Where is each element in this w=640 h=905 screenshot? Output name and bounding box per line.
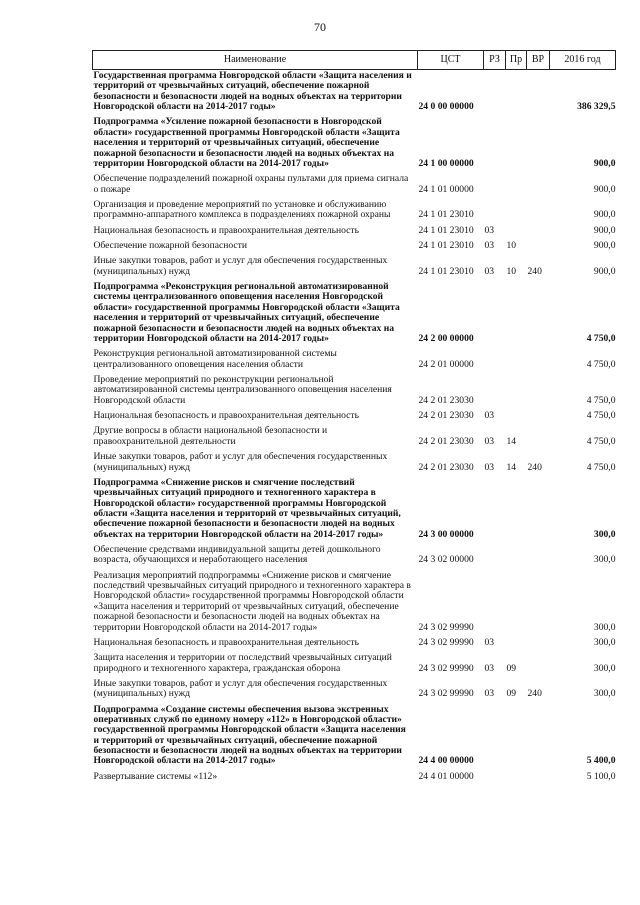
cell-cst: 24 3 02 99990 bbox=[418, 636, 474, 648]
cell-vr bbox=[527, 542, 550, 568]
cell-rz: 03 bbox=[484, 224, 495, 236]
column-header-cst: ЦСТ bbox=[418, 51, 484, 70]
cell-vr bbox=[527, 197, 550, 223]
cell-name: Национальная безопасность и правоохранительная деятельность bbox=[93, 636, 359, 648]
cell-name: Подпрограмма «Снижение рисков и смягчение последствий чрезвычайных ситуаций природного и техногенного характера в Новгородской области» государственной программы Новгородской области «Защита населения и территорий от чрезвычайных ситуаций, обеспечение пожарной безопасности и безопасности людей на водных объектах на территории Новгородской области на 2014-2017 годы» bbox=[93, 476, 401, 540]
cell-rz bbox=[484, 769, 506, 784]
table-row-program bbox=[93, 279, 616, 346]
cell-cst: 24 3 00 00000 bbox=[418, 528, 474, 540]
cell-rz bbox=[484, 197, 506, 223]
table-row bbox=[93, 346, 616, 372]
table-row bbox=[93, 171, 616, 197]
cell-name: Проведение мероприятий по реконструкции региональной автоматизированной системы централизованного оповещения населения Новгородской области bbox=[93, 373, 392, 406]
cell-pr bbox=[506, 171, 527, 197]
cell-rz bbox=[484, 70, 506, 115]
table-row-program bbox=[93, 475, 616, 542]
cell-rz: 03 bbox=[484, 240, 495, 252]
cell-pr bbox=[506, 568, 527, 635]
column-header-name: Наименование bbox=[93, 51, 418, 70]
cell-sum: 300,0 bbox=[593, 621, 616, 633]
table-row bbox=[93, 408, 616, 423]
cell-cst: 24 3 02 99990 bbox=[418, 621, 474, 633]
cell-sum: 300,0 bbox=[593, 554, 616, 566]
cell-cst: 24 1 01 23010 bbox=[418, 265, 474, 277]
cell-pr: 14 bbox=[506, 461, 517, 473]
table-row bbox=[93, 542, 616, 568]
cell-vr bbox=[527, 423, 550, 449]
cell-sum: 4 750,0 bbox=[586, 435, 616, 447]
cell-cst: 24 4 01 00000 bbox=[418, 770, 474, 782]
cell-name: Реконструкция региональной автоматизированной системы централизованного оповещения населения области bbox=[93, 348, 337, 370]
table-row bbox=[93, 769, 616, 784]
cell-sum: 386 329,5 bbox=[577, 101, 616, 113]
cell-cst: 24 3 02 99990 bbox=[418, 662, 474, 674]
budget-table bbox=[92, 50, 616, 784]
table-body bbox=[93, 70, 616, 785]
cell-name: Другие вопросы в области национальной безопасности и правоохранительной деятельности bbox=[93, 425, 328, 447]
cell-name: Иные закупки товаров, работ и услуг для обеспечения государственных (муниципальных) нужд bbox=[93, 255, 388, 277]
table-row bbox=[93, 568, 616, 635]
cell-vr: 240 bbox=[527, 461, 542, 473]
cell-pr bbox=[506, 70, 527, 115]
table-row bbox=[93, 635, 616, 650]
cell-rz bbox=[484, 702, 506, 769]
cell-sum: 4 750,0 bbox=[586, 461, 616, 473]
cell-rz: 03 bbox=[484, 265, 495, 277]
cell-sum: 900,0 bbox=[593, 183, 616, 195]
cell-vr bbox=[527, 279, 550, 346]
table-row bbox=[93, 238, 616, 253]
cell-rz bbox=[484, 346, 506, 372]
cell-sum: 5 100,0 bbox=[586, 770, 616, 782]
cell-vr: 240 bbox=[527, 688, 542, 700]
cell-pr bbox=[506, 542, 527, 568]
cell-pr bbox=[506, 702, 527, 769]
cell-name: Реализация мероприятий подпрограммы «Снижение рисков и смягчение последствий чрезвычайных ситуаций природного и техногенного характера в Новгородской области» государственной программы Новгородской области «Защита населения и территорий от чрезвычайных ситуаций, обеспечение пожарной безопасности и безопасности людей на водных объектах на территории Новгородской области на 2014-2017 годы» bbox=[93, 569, 411, 633]
cell-cst: 24 1 00 00000 bbox=[418, 157, 474, 169]
cell-cst: 24 1 01 23010 bbox=[418, 209, 474, 221]
cell-pr bbox=[506, 197, 527, 223]
cell-vr bbox=[527, 769, 550, 784]
cell-vr bbox=[527, 650, 550, 676]
cell-cst: 24 1 01 23010 bbox=[418, 224, 474, 236]
column-header-rz: РЗ bbox=[484, 51, 506, 70]
cell-name: Развертывание системы «112» bbox=[93, 770, 218, 782]
cell-vr bbox=[527, 568, 550, 635]
cell-pr bbox=[506, 475, 527, 542]
cell-vr bbox=[527, 70, 550, 115]
cell-name: Государственная программа Новгородской области «Защита населения и территорий от чрезвычайных ситуаций, обеспечение пожарной безопасности и безопасности людей на водных объектах на территории Новгородской области на 2014-2017 годы» bbox=[93, 70, 412, 113]
column-header-pr: Пр bbox=[506, 51, 527, 70]
cell-rz: 03 bbox=[484, 688, 495, 700]
cell-name: Подпрограмма «Создание системы обеспечения вызова экстренных оперативных служб по единому номеру «112» в Новгородской области» государственной программы Новгородской области «Защита населения и территорий от чрезвычайных ситуаций, обеспечение пожарной безопасности и безопасности людей на водных объектах на территории Новгородской области на 2014-2017 годы» bbox=[93, 703, 406, 767]
cell-name: Обеспечение пожарной безопасности bbox=[93, 240, 248, 252]
cell-pr bbox=[506, 223, 527, 238]
cell-pr: 10 bbox=[506, 265, 517, 277]
cell-vr bbox=[527, 223, 550, 238]
cell-sum: 900,0 bbox=[593, 240, 616, 252]
cell-cst: 24 1 01 23010 bbox=[418, 240, 474, 252]
cell-name: Национальная безопасность и правоохранительная деятельность bbox=[93, 410, 359, 422]
cell-sum: 300,0 bbox=[593, 688, 616, 700]
cell-rz bbox=[484, 171, 506, 197]
cell-sum: 300,0 bbox=[593, 662, 616, 674]
cell-rz: 03 bbox=[484, 662, 495, 674]
cell-vr bbox=[527, 408, 550, 423]
cell-pr bbox=[506, 408, 527, 423]
cell-sum: 4 750,0 bbox=[586, 410, 616, 422]
table-row bbox=[93, 423, 616, 449]
table-row-program bbox=[93, 114, 616, 171]
table-row bbox=[93, 223, 616, 238]
cell-name: Обеспечение средствами индивидуальной защиты детей дошкольного возраста, обучающихся и неработающего населения bbox=[93, 544, 381, 566]
cell-vr bbox=[527, 702, 550, 769]
cell-pr: 09 bbox=[506, 662, 517, 674]
cell-name: Обеспечение подразделений пожарной охраны пультами для приема сигнала о пожаре bbox=[93, 173, 409, 195]
cell-vr bbox=[527, 475, 550, 542]
cell-cst: 24 2 00 00000 bbox=[418, 332, 474, 344]
cell-pr: 10 bbox=[506, 240, 517, 252]
cell-vr: 240 bbox=[527, 265, 542, 277]
page-number: 70 bbox=[314, 20, 326, 34]
cell-pr: 09 bbox=[506, 688, 517, 700]
cell-cst: 24 2 01 23030 bbox=[418, 435, 474, 447]
cell-name: Организация и проведение мероприятий по установке и обслуживанию программно-аппаратного комплекса в подразделениях пожарной охраны bbox=[93, 198, 391, 221]
cell-cst: 24 3 02 00000 bbox=[418, 554, 474, 566]
table-row bbox=[93, 650, 616, 676]
cell-vr bbox=[527, 635, 550, 650]
cell-sum: 900,0 bbox=[593, 265, 616, 277]
cell-rz bbox=[484, 372, 506, 408]
cell-name: Иные закупки товаров, работ и услуг для обеспечения государственных (муниципальных) нужд bbox=[93, 451, 388, 473]
cell-sum: 900,0 bbox=[593, 157, 616, 169]
cell-cst: 24 2 01 23030 bbox=[418, 410, 474, 422]
cell-pr bbox=[506, 346, 527, 372]
table-row bbox=[93, 197, 616, 223]
cell-rz bbox=[484, 475, 506, 542]
cell-name: Подпрограмма «Усиление пожарной безопасности в Новгородской области» государственной программы Новгородской области «Защита населения и территорий от чрезвычайных ситуаций, обеспечение пожарной безопасности и безопасности людей на водных объектах на территории Новгородской области на 2014-2017 годы» bbox=[93, 116, 400, 169]
cell-name: Подпрограмма «Реконструкция региональной автоматизированной системы централизованного оповещения населения Новгородской области» государственной программы Новгородской области «Защита населения и территорий от чрезвычайных ситуаций, обеспечение пожарной безопасности и безопасности людей на водных объектах на территории Новгородской области на 2014-2017 годы» bbox=[93, 281, 400, 344]
cell-name: Национальная безопасность и правоохранительная деятельность bbox=[93, 224, 359, 236]
table-row bbox=[93, 449, 616, 475]
cell-cst: 24 0 00 00000 bbox=[418, 101, 474, 113]
cell-pr bbox=[506, 279, 527, 346]
table-row bbox=[93, 372, 616, 408]
cell-rz bbox=[484, 542, 506, 568]
cell-pr bbox=[506, 635, 527, 650]
cell-sum: 300,0 bbox=[593, 528, 616, 540]
cell-vr bbox=[527, 114, 550, 171]
table-row bbox=[93, 253, 616, 279]
cell-sum: 4 750,0 bbox=[586, 358, 616, 370]
cell-rz bbox=[484, 279, 506, 346]
cell-cst: 24 3 02 99990 bbox=[418, 688, 474, 700]
table-row-program bbox=[93, 702, 616, 769]
cell-rz: 03 bbox=[484, 435, 495, 447]
table-row bbox=[93, 676, 616, 702]
cell-sum: 300,0 bbox=[593, 636, 616, 648]
cell-cst: 24 2 01 23030 bbox=[418, 461, 474, 473]
cell-sum: 4 750,0 bbox=[586, 394, 616, 406]
cell-cst: 24 4 00 00000 bbox=[418, 755, 474, 767]
cell-name: Защита населения и территории от последствий чрезвычайных ситуаций природного и техногенного характера, гражданская оборона bbox=[93, 652, 392, 674]
cell-sum: 5 400,0 bbox=[586, 755, 616, 767]
column-header-vr: ВР bbox=[527, 51, 550, 70]
cell-rz bbox=[484, 568, 506, 635]
cell-rz: 03 bbox=[484, 410, 495, 422]
cell-pr bbox=[506, 372, 527, 408]
cell-vr bbox=[527, 346, 550, 372]
table-row-program bbox=[93, 70, 616, 115]
cell-rz bbox=[484, 114, 506, 171]
cell-pr bbox=[506, 114, 527, 171]
cell-vr bbox=[527, 171, 550, 197]
table-header bbox=[93, 51, 616, 70]
column-header-sum: 2016 год bbox=[550, 51, 616, 70]
cell-cst: 24 1 01 00000 bbox=[418, 183, 474, 195]
cell-sum: 4 750,0 bbox=[586, 332, 616, 344]
cell-name: Иные закупки товаров, работ и услуг для обеспечения государственных (муниципальных) нужд bbox=[93, 677, 388, 700]
cell-sum: 900,0 bbox=[593, 224, 616, 236]
cell-rz: 03 bbox=[484, 636, 495, 648]
cell-pr: 14 bbox=[506, 435, 517, 447]
cell-rz: 03 bbox=[484, 461, 495, 473]
cell-sum: 900,0 bbox=[593, 209, 616, 221]
cell-pr bbox=[506, 769, 527, 784]
cell-cst: 24 2 01 23030 bbox=[418, 394, 474, 406]
cell-vr bbox=[527, 372, 550, 408]
cell-cst: 24 2 01 00000 bbox=[418, 358, 474, 370]
cell-vr bbox=[527, 238, 550, 253]
